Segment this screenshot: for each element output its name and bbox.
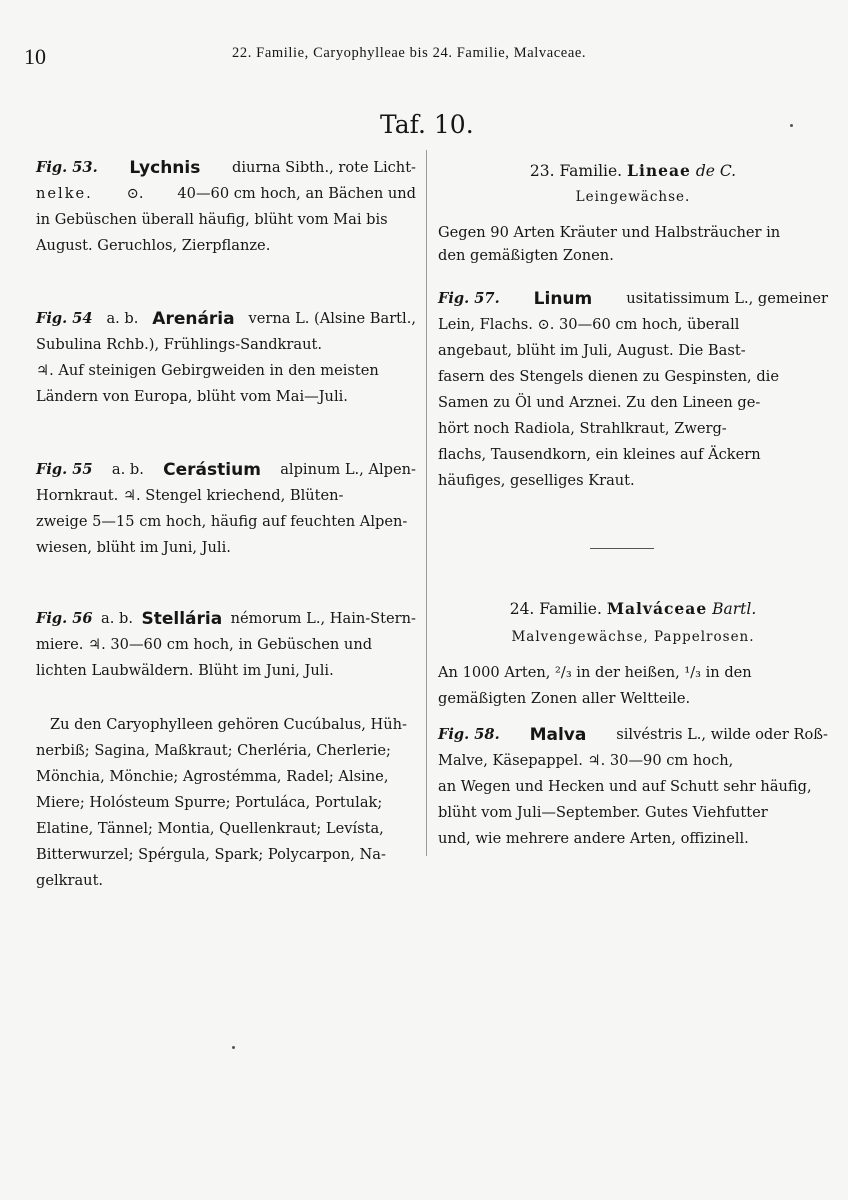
fig-53-entry — [36, 155, 416, 259]
text-line — [438, 312, 828, 338]
family-23-heading — [438, 158, 828, 210]
text-line — [438, 800, 828, 826]
text-line — [438, 722, 828, 748]
description-text: hört noch Radiola, Strahlkraut, Zwerg- — [438, 420, 727, 437]
description-text: den gemäßigten Zonen. — [438, 247, 614, 264]
note-text: gelkraut. — [36, 872, 104, 889]
text-line — [438, 220, 828, 246]
genus-name: Lychnis — [129, 158, 201, 178]
family-title — [438, 596, 828, 622]
text-line — [36, 790, 416, 816]
species-text: alpinum L., Alpen- — [280, 461, 416, 478]
description-text: an Wegen und Hecken und auf Schutt sehr häufig, — [438, 778, 812, 795]
family-title — [438, 158, 828, 184]
text-line — [36, 535, 416, 561]
text-line — [36, 306, 416, 332]
text-line — [438, 774, 828, 800]
figure-label: Fig. 54 — [36, 310, 93, 327]
fig-56-entry — [36, 606, 416, 684]
figure-parts: a. b. — [101, 610, 134, 627]
species-text: némorum L., Hain-Stern- — [230, 610, 416, 627]
family-name: Malváceae — [606, 599, 708, 618]
common-name: nelke. — [36, 185, 93, 202]
description-text: und, wie mehrere andere Arten, offizinell. — [438, 830, 749, 847]
text-line — [36, 332, 416, 358]
description-text: August. Geruchlos, Zierpflanze. — [36, 237, 271, 254]
text-line — [36, 384, 416, 410]
text-line — [36, 764, 416, 790]
text-line — [438, 826, 828, 852]
text-line — [438, 364, 828, 390]
description-text: 40—60 cm hoch, an Bächen und — [177, 185, 416, 202]
description-text: Samen zu Öl und Arznei. Zu den Lineen ge- — [438, 394, 761, 411]
description-text: Ländern von Europa, blüht vom Mai—Juli. — [36, 388, 348, 405]
description-text: blüht vom Juli—September. Gutes Viehfutter — [438, 804, 768, 821]
genus-name: Cerástium — [163, 460, 261, 480]
text-line — [36, 181, 416, 207]
text-line — [438, 748, 828, 774]
family-common-name: Leingewächse. — [575, 189, 691, 205]
description-text: Subulina Rchb.), Frühlings-Sandkraut. — [36, 336, 322, 353]
family-author: de C. — [695, 162, 737, 180]
description-text: An 1000 Arten, ²/₃ in der heißen, ¹/₃ in den — [438, 664, 752, 681]
description-text: gemäßigten Zonen aller Weltteile. — [438, 690, 691, 707]
text-line — [438, 390, 828, 416]
text-line — [438, 660, 828, 686]
text-line — [36, 606, 416, 632]
fig-57-entry — [438, 286, 828, 494]
text-line — [36, 233, 416, 259]
text-line — [36, 816, 416, 842]
page-number: 10 — [24, 44, 46, 69]
description-text: Gegen 90 Arten Kräuter und Halbsträucher in — [438, 224, 781, 241]
family-name: Lineae — [627, 161, 691, 180]
text-line — [36, 632, 416, 658]
family-number: 23. Familie. — [529, 162, 623, 180]
print-speck — [790, 124, 793, 127]
text-line — [438, 442, 828, 468]
note-text: Bitterwurzel; Spérgula, Spark; Polycarpon, Na- — [36, 846, 386, 863]
annual-symbol: ⊙. — [126, 185, 144, 202]
species-text: verna L. (Alsine Bartl., — [248, 310, 416, 327]
genus-name: Stellária — [141, 609, 223, 629]
figure-label: Fig. 58. — [438, 726, 500, 743]
text-line — [36, 658, 416, 684]
plate-title: Taf. 10. — [380, 110, 474, 139]
description-text: angebaut, blüht im Juli, August. Die Bast- — [438, 342, 746, 359]
running-head: 22. Familie, Caryophylleae bis 24. Familie, Malvaceae. — [232, 45, 587, 61]
description-text: flachs, Tausendkorn, ein kleines auf Äckern — [438, 446, 761, 463]
caryophylleae-note — [36, 712, 416, 894]
description-text: ♃. Auf steinigen Gebirgweiden in den meisten — [36, 362, 379, 379]
species-text: usitatissimum L., gemeiner — [626, 290, 828, 307]
text-line — [36, 842, 416, 868]
note-text: Mönchia, Mönchie; Agrostémma, Radel; Alsine, — [36, 768, 389, 785]
note-text: Elatine, Tännel; Montia, Quellenkraut; Levísta, — [36, 820, 384, 837]
description-text: lichten Laubwäldern. Blüht im Juni, Juli. — [36, 662, 334, 679]
fig-54-entry — [36, 306, 416, 410]
description-text: Lein, Flachs. ⊙. 30—60 cm hoch, überall — [438, 316, 740, 333]
family-author: Bartl. — [712, 600, 757, 618]
genus-name: Linum — [533, 289, 593, 309]
section-separator — [590, 548, 654, 549]
note-text: Zu den Caryophylleen gehören Cucúbalus, Hüh- — [50, 716, 407, 733]
description-text: häufiges, geselliges Kraut. — [438, 472, 635, 489]
text-line — [36, 155, 416, 181]
text-line — [438, 686, 828, 712]
text-line — [438, 416, 828, 442]
description-text: fasern des Stengels dienen zu Gespinsten, die — [438, 368, 779, 385]
text-line — [438, 246, 828, 268]
text-line — [36, 483, 416, 509]
description-text: Hornkraut. ♃. Stengel kriechend, Blüten- — [36, 487, 344, 504]
text-line — [36, 868, 416, 894]
text-line — [36, 509, 416, 535]
text-line — [36, 207, 416, 233]
family-number: 24. Familie. — [509, 600, 602, 618]
note-text: nerbiß; Sagina, Maßkraut; Cherléria, Cherlerie; — [36, 742, 391, 759]
genus-name: Arenária — [152, 309, 235, 329]
description-text: wiesen, blüht im Juni, Juli. — [36, 539, 231, 556]
figure-label: Fig. 55 — [36, 461, 93, 478]
column-divider — [426, 150, 427, 856]
family-24-heading — [438, 596, 828, 650]
figure-label: Fig. 56 — [36, 610, 93, 627]
description-text: zweige 5—15 cm hoch, häufig auf feuchten Alpen- — [36, 513, 408, 530]
figure-label: Fig. 53. — [36, 159, 98, 176]
text-line — [438, 286, 828, 312]
fig-55-entry — [36, 457, 416, 561]
text-line — [438, 338, 828, 364]
family-24-description — [438, 660, 828, 712]
fig-58-entry — [438, 722, 828, 852]
figure-parts: a. b. — [111, 461, 144, 478]
figure-label: Fig. 57. — [438, 290, 500, 307]
description-text: in Gebüschen überall häufig, blüht vom Mai bis — [36, 211, 388, 228]
note-text: Miere; Holósteum Spurre; Portuláca, Portulak; — [36, 794, 383, 811]
text-line — [438, 468, 828, 494]
text-line — [36, 738, 416, 764]
print-speck — [232, 1046, 235, 1049]
text-line — [36, 358, 416, 384]
family-23-description — [438, 220, 828, 268]
genus-name: Malva — [529, 725, 587, 745]
figure-parts: a. b. — [106, 310, 139, 327]
text-line — [36, 712, 416, 738]
species-text: silvéstris L., wilde oder Roß- — [616, 726, 828, 743]
family-common-name: Malvengewächse, Pappelrosen. — [511, 629, 755, 645]
description-text: Malve, Käsepappel. ♃. 30—90 cm hoch, — [438, 752, 734, 769]
description-text: miere. ♃. 30—60 cm hoch, in Gebüschen und — [36, 636, 373, 653]
text-line — [36, 457, 416, 483]
species-text: diurna Sibth., rote Licht- — [232, 159, 416, 176]
